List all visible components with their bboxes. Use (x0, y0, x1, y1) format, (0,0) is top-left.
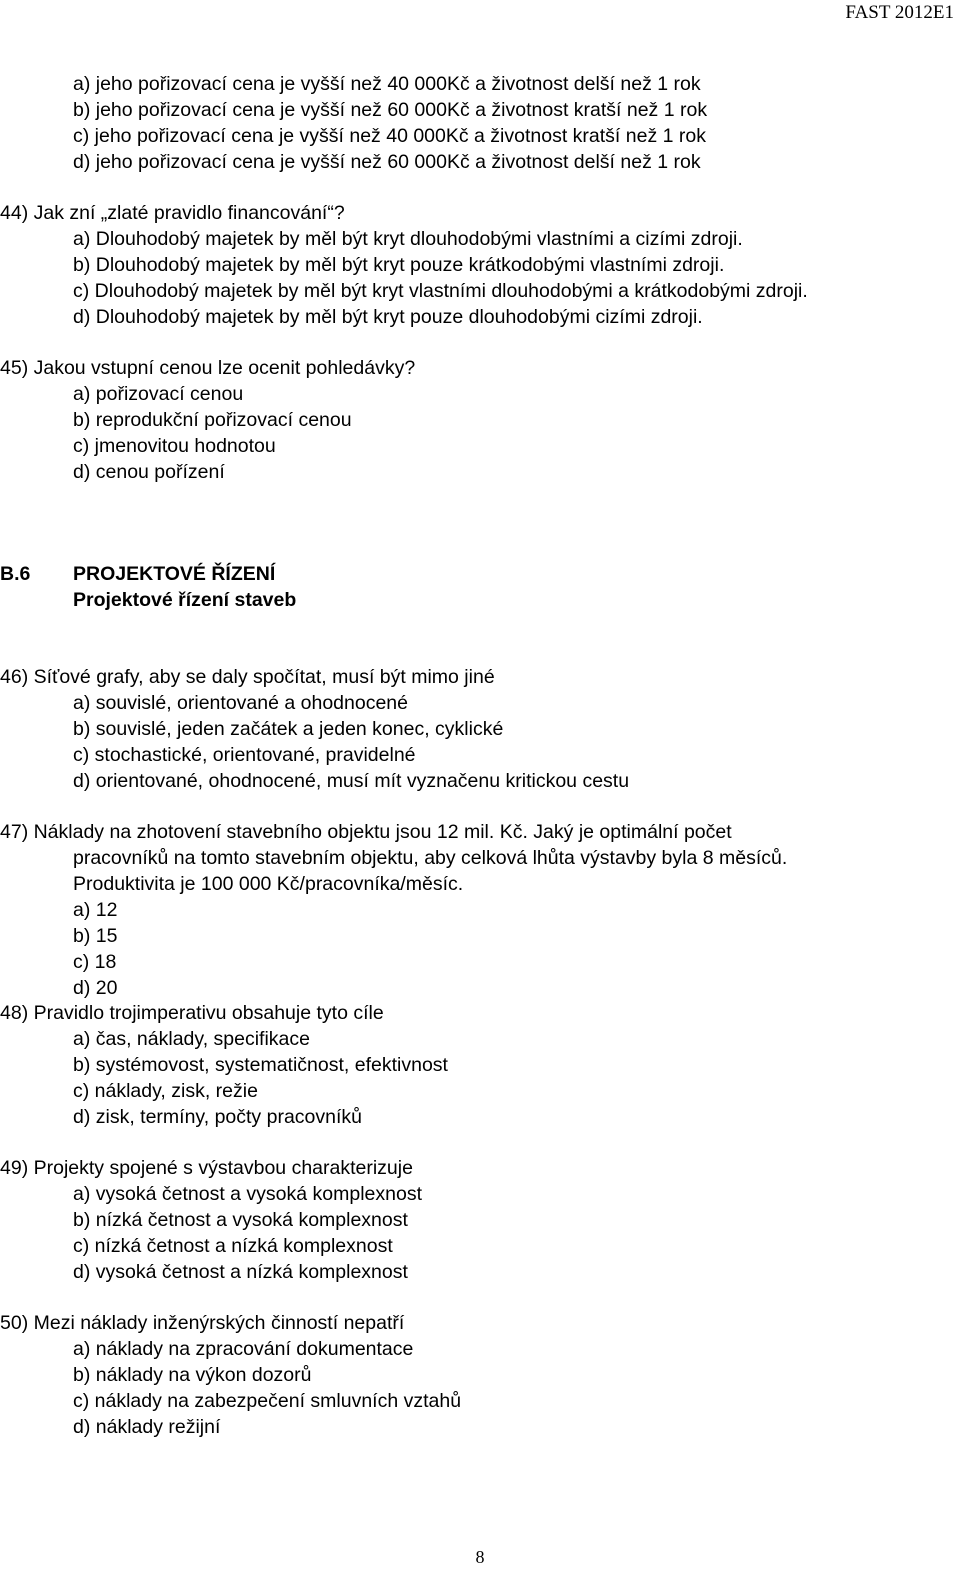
q48-option-c: c) náklady, zisk, režie (73, 1080, 258, 1102)
q45-option-a: a) pořizovací cenou (73, 383, 244, 405)
q46-question: 46) Síťové grafy, aby se daly spočítat, musí být mimo jiné (0, 666, 495, 688)
q46-option-c: c) stochastické, orientované, pravidelné (73, 744, 416, 766)
q48-option-b: b) systémovost, systematičnost, efektivnost (73, 1054, 448, 1076)
q50-question: 50) Mezi náklady inženýrských činností nepatří (0, 1312, 405, 1334)
q47-option-b: b) 15 (73, 925, 118, 947)
q47-option-d: d) 20 (73, 977, 118, 999)
q48-option-d: d) zisk, termíny, počty pracovníků (73, 1106, 362, 1128)
q47-option-a: a) 12 (73, 899, 118, 921)
q47-question-cont-1: pracovníků na tomto stavebním objektu, aby celková lhůta výstavby byla 8 měsíců. (73, 847, 788, 869)
q49-question: 49) Projekty spojené s výstavbou charakterizuje (0, 1157, 413, 1179)
q50-option-c: c) náklady na zabezpečení smluvních vztahů (73, 1390, 462, 1412)
q46-option-a: a) souvislé, orientované a ohodnocené (73, 692, 408, 714)
q49-option-c: c) nízká četnost a nízká komplexnost (73, 1235, 393, 1257)
q44-option-c: c) Dlouhodobý majetek by měl být kryt vlastními dlouhodobými a krátkodobými zdroji. (73, 280, 808, 302)
q44-option-d: d) Dlouhodobý majetek by měl být kryt pouze dlouhodobými cizími zdroji. (73, 306, 703, 328)
q45-option-b: b) reprodukční pořizovací cenou (73, 409, 352, 431)
q43-option-c: c) jeho pořizovací cena je vyšší než 40 000Kč a životnost kratší než 1 rok (73, 125, 706, 147)
q46-option-b: b) souvislé, jeden začátek a jeden konec, cyklické (73, 718, 504, 740)
q50-option-d: d) náklady režijní (73, 1416, 221, 1438)
document-header: FAST 2012E1 (845, 2, 954, 23)
q49-option-b: b) nízká četnost a vysoká komplexnost (73, 1209, 408, 1231)
q49-option-d: d) vysoká četnost a nízká komplexnost (73, 1261, 408, 1283)
q45-question: 45) Jakou vstupní cenou lze ocenit pohledávky? (0, 357, 416, 379)
q44-option-a: a) Dlouhodobý majetek by měl být kryt dlouhodobými vlastními a cizími zdroji. (73, 228, 743, 250)
section-number: B.6 (0, 563, 31, 585)
q43-option-d: d) jeho pořizovací cena je vyšší než 60 000Kč a životnost delší než 1 rok (73, 151, 701, 173)
q46-option-d: d) orientované, ohodnocené, musí mít vyznačenu kritickou cestu (73, 770, 630, 792)
q43-option-b: b) jeho pořizovací cena je vyšší než 60 000Kč a životnost kratší než 1 rok (73, 99, 708, 121)
q44-question: 44) Jak zní „zlaté pravidlo financování“? (0, 202, 345, 224)
q47-question-cont-2: Produktivita je 100 000 Kč/pracovníka/měsíc. (73, 873, 464, 895)
q43-option-a: a) jeho pořizovací cena je vyšší než 40 000Kč a životnost delší než 1 rok (73, 73, 701, 95)
q44-option-b: b) Dlouhodobý majetek by měl být kryt pouze krátkodobými vlastními zdroji. (73, 254, 725, 276)
q47-option-c: c) 18 (73, 951, 117, 973)
q48-option-a: a) čas, náklady, specifikace (73, 1028, 310, 1050)
q49-option-a: a) vysoká četnost a vysoká komplexnost (73, 1183, 422, 1205)
q50-option-b: b) náklady na výkon dozorů (73, 1364, 312, 1386)
q48-question: 48) Pravidlo trojimperativu obsahuje tyto cíle (0, 1002, 384, 1024)
q50-option-a: a) náklady na zpracování dokumentace (73, 1338, 414, 1360)
q47-question: 47) Náklady na zhotovení stavebního objektu jsou 12 mil. Kč. Jaký je optimální počet (0, 821, 732, 843)
section-subtitle: Projektové řízení staveb (73, 589, 297, 611)
section-title: PROJEKTOVÉ ŘÍZENÍ (73, 563, 276, 585)
page-number: 8 (475, 1547, 485, 1567)
q45-option-d: d) cenou pořízení (73, 461, 225, 483)
q45-option-c: c) jmenovitou hodnotou (73, 435, 276, 457)
